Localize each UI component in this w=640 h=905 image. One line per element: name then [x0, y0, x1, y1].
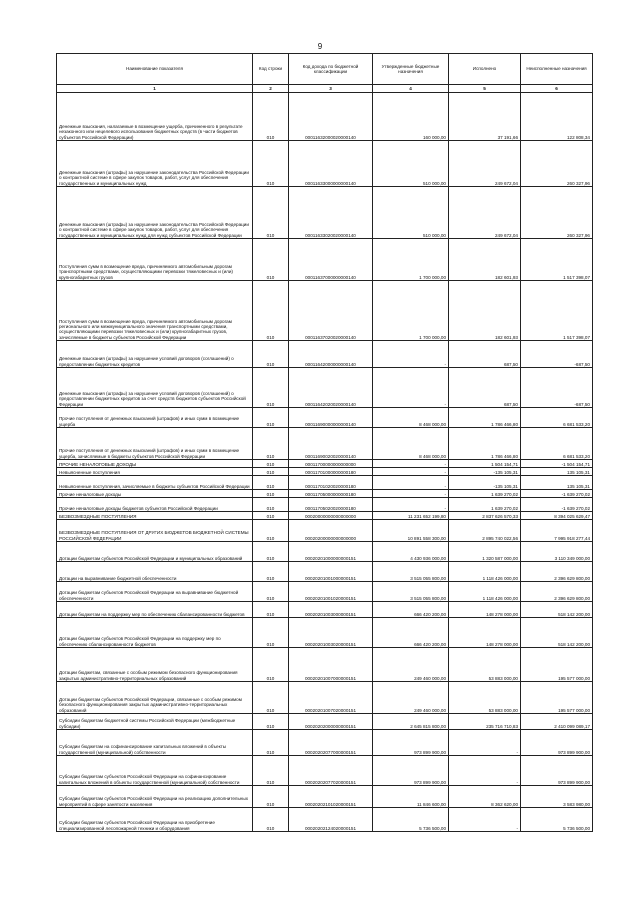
table-row: [57, 602, 593, 618]
row-line-code: 010: [253, 498, 289, 512]
row-executed: 182 601,93: [449, 239, 521, 281]
row-name: Дотации бюджетам субъектов Российской Федерации, связанные с особым режимом безопасного функционирования закрытых административно-территориальных образований: [57, 682, 253, 714]
row-budget-code: 00011701020020000180: [289, 476, 373, 490]
row-budget-code: 00011633000000000140: [289, 141, 373, 187]
row-unexecuted: 973 899 900,00: [521, 730, 593, 756]
row-budget-code: 00011633020020000140: [289, 187, 373, 239]
table-row: [57, 476, 593, 490]
row-executed: 2 837 626 570,33: [449, 512, 521, 520]
row-name: Поступления сумм в возмещение вреда, причиняемого автомобильным дорогам регионального или межмуниципального значения транспортными средствами, осуществляющими перевозки тяжеловесных и (или) крупногабаритных грузов, зачисляемые в бюджеты субъектов Российской Федерации: [57, 281, 253, 341]
column-number-row: [57, 85, 593, 93]
row-budget-code: 00011705000000000180: [289, 490, 373, 498]
row-line-code: 010: [253, 476, 289, 490]
row-approved: 160 000,00: [373, 93, 449, 141]
table-row: [57, 582, 593, 602]
row-unexecuted: 135 105,31: [521, 476, 593, 490]
row-unexecuted: -687,50: [521, 341, 593, 368]
row-name: Прочие поступления от денежных взысканий (штрафов) и иных сумм в возмещение ущерба: [57, 408, 253, 428]
row-executed: 249 672,04: [449, 187, 521, 239]
row-budget-code: 00020200000000000000: [289, 520, 373, 542]
table-row: [57, 341, 593, 368]
row-unexecuted: 518 142 200,00: [521, 602, 593, 618]
row-line-code: 010: [253, 520, 289, 542]
header-row: [57, 54, 593, 85]
table-row: [57, 682, 593, 714]
row-approved: 8 468 000,00: [373, 428, 449, 460]
column-number: 4: [373, 85, 449, 93]
row-executed: 1 504 154,71: [449, 460, 521, 468]
row-executed: 687,50: [449, 368, 521, 408]
header-indicator-name: Наименование показателя: [57, 54, 253, 85]
row-name: Денежные взыскания (штрафы) за нарушение условий договоров (соглашений) о предоставлении бюджетных кредитов за счет средств бюджетов субъектов Российской Федерации: [57, 368, 253, 408]
row-budget-code: 00020201001020000151: [289, 582, 373, 602]
row-unexecuted: 973 899 900,00: [521, 756, 593, 786]
row-executed: -135 105,31: [449, 468, 521, 476]
row-budget-code: 00011705020020000180: [289, 498, 373, 512]
row-unexecuted: 3 110 349 000,00: [521, 542, 593, 562]
row-approved: 973 899 900,00: [373, 756, 449, 786]
row-unexecuted: 195 577 000,00: [521, 682, 593, 714]
row-name: Дотации на выравнивание бюджетной обеспеченности: [57, 562, 253, 582]
row-name: БЕЗВОЗМЕЗДНЫЕ ПОСТУПЛЕНИЯ ОТ ДРУГИХ БЮДЖЕТОВ БЮДЖЕТНОЙ СИСТЕМЫ РОССИЙСКОЙ ФЕДЕРАЦИИ: [57, 520, 253, 542]
row-executed: -: [449, 808, 521, 832]
header-executed: Исполнено: [449, 54, 521, 85]
row-executed: 1 118 426 000,00: [449, 562, 521, 582]
row-executed: 1 639 270,02: [449, 498, 521, 512]
row-name: Поступления сумм в возмещение вреда, причиняемого автомобильным дорогам транспортными средствами, осуществляющими перевозки тяжеловесных и (или) крупногабаритных грузов: [57, 239, 253, 281]
row-approved: 249 460 000,00: [373, 648, 449, 682]
row-approved: -: [373, 476, 449, 490]
row-name: Прочие неналоговые доходы бюджетов субъектов Российской Федерации: [57, 498, 253, 512]
row-name: Дотации бюджетам, связанные с особым режимом безопасного функционирования закрытых административно-территориальных образований: [57, 648, 253, 682]
row-approved: 1 700 000,00: [373, 281, 449, 341]
row-budget-code: 00020201007000000151: [289, 648, 373, 682]
table-row: [57, 786, 593, 808]
row-unexecuted: 3 583 980,00: [521, 786, 593, 808]
row-approved: -: [373, 460, 449, 468]
row-line-code: 010: [253, 582, 289, 602]
row-approved: 1 700 000,00: [373, 239, 449, 281]
row-line-code: 010: [253, 602, 289, 618]
row-name: Денежные взыскания, налагаемые в возмещение ущерба, причиненного в результате незаконного или нецелевого использования бюджетных средств (в части бюджетов субъектов Российской Федерации): [57, 93, 253, 141]
row-executed: 37 191,66: [449, 93, 521, 141]
row-executed: 687,50: [449, 341, 521, 368]
column-number: 5: [449, 85, 521, 93]
row-executed: 249 672,04: [449, 141, 521, 187]
income-report-table: [56, 53, 593, 832]
row-executed: -135 105,31: [449, 476, 521, 490]
row-unexecuted: 2 396 629 800,00: [521, 562, 593, 582]
table-row: [57, 239, 593, 281]
table-row: [57, 141, 593, 187]
row-unexecuted: 2 410 099 089,17: [521, 714, 593, 730]
header-approved: Утвержденные бюджетные назначения: [373, 54, 449, 85]
row-budget-code: 00020201003020000151: [289, 618, 373, 648]
table-row: [57, 618, 593, 648]
header-budget-code: Код дохода по бюджетной классификации: [289, 54, 373, 85]
column-number: 6: [521, 85, 593, 93]
row-unexecuted: 1 517 398,07: [521, 281, 593, 341]
row-unexecuted: 135 105,31: [521, 468, 593, 476]
row-line-code: 010: [253, 408, 289, 428]
row-budget-code: 00011690020020000140: [289, 428, 373, 460]
row-line-code: 010: [253, 562, 289, 582]
row-name: Дотации бюджетам на поддержку мер по обеспечению сбалансированности бюджетов: [57, 602, 253, 618]
table-row: [57, 460, 593, 468]
row-approved: 3 515 055 800,00: [373, 562, 449, 582]
row-name: Субсидии бюджетам субъектов Российской Федерации на реализацию дополнительных мероприятий в сфере занятости населения: [57, 786, 253, 808]
row-budget-code: 00011642000000000140: [289, 341, 373, 368]
row-approved: 5 736 500,00: [373, 808, 449, 832]
row-approved: -: [373, 468, 449, 476]
row-line-code: 010: [253, 786, 289, 808]
page-number: 9: [317, 42, 323, 51]
row-name: ПРОЧИЕ НЕНАЛОГОВЫЕ ДОХОДЫ: [57, 460, 253, 468]
row-budget-code: 00020202077000000151: [289, 730, 373, 756]
table-row: [57, 512, 593, 520]
row-unexecuted: 518 142 200,00: [521, 618, 593, 648]
row-name: Субсидии бюджетам субъектов Российской Федерации на приобретение специализированной лесопожарной техники и оборудования: [57, 808, 253, 832]
row-executed: 1 320 587 000,00: [449, 542, 521, 562]
table-row: [57, 490, 593, 498]
row-budget-code: 00020201001000000151: [289, 562, 373, 582]
table-row: [57, 756, 593, 786]
table-row: [57, 498, 593, 512]
row-approved: 249 460 000,00: [373, 682, 449, 714]
table-row: [57, 187, 593, 239]
row-line-code: 010: [253, 368, 289, 408]
row-budget-code: 00011700000000000000: [289, 460, 373, 468]
row-approved: 510 000,00: [373, 141, 449, 187]
row-line-code: 010: [253, 808, 289, 832]
row-unexecuted: 5 736 500,00: [521, 808, 593, 832]
table-row: [57, 281, 593, 341]
row-unexecuted: -1 639 270,02: [521, 498, 593, 512]
row-budget-code: 00020202124020000151: [289, 808, 373, 832]
table-row: [57, 808, 593, 832]
row-line-code: 010: [253, 281, 289, 341]
row-approved: -: [373, 368, 449, 408]
row-unexecuted: 260 327,96: [521, 187, 593, 239]
row-line-code: 010: [253, 714, 289, 730]
table-row: [57, 562, 593, 582]
row-name: Субсидии бюджетам на софинансирование капитальных вложений в объекты государственной (муниципальной) собственности: [57, 730, 253, 756]
row-unexecuted: 7 995 918 277,44: [521, 520, 593, 542]
row-budget-code: 00020201003000000151: [289, 602, 373, 618]
row-executed: 8 362 620,00: [449, 786, 521, 808]
row-approved: -: [373, 498, 449, 512]
table-row: [57, 368, 593, 408]
row-approved: 666 420 200,00: [373, 602, 449, 618]
row-unexecuted: 260 327,96: [521, 141, 593, 187]
row-budget-code: 00020202077020000151: [289, 756, 373, 786]
row-budget-code: 00020000000000000000: [289, 512, 373, 520]
row-executed: -: [449, 730, 521, 756]
row-name: Невыясненные поступления, зачисляемые в бюджеты субъектов Российской Федерации: [57, 476, 253, 490]
row-unexecuted: 122 808,34: [521, 93, 593, 141]
column-number: 2: [253, 85, 289, 93]
table-row: [57, 93, 593, 141]
header-line-code: Код строки: [253, 54, 289, 85]
row-budget-code: 00011690000000000140: [289, 408, 373, 428]
row-approved: 10 891 558 300,00: [373, 520, 449, 542]
row-line-code: 010: [253, 341, 289, 368]
row-name: Денежные взыскания (штрафы) за нарушение законодательства Российской Федерации о контрактной системе в сфере закупок товаров, работ, услуг для обеспечения государственных и муниципальных нужд для нужд субъектов Российской Федерации: [57, 187, 253, 239]
row-executed: -: [449, 756, 521, 786]
row-line-code: 010: [253, 542, 289, 562]
row-approved: 3 515 055 800,00: [373, 582, 449, 602]
row-approved: 2 645 815 800,00: [373, 714, 449, 730]
row-budget-code: 00011637020020000140: [289, 281, 373, 341]
table-row: [57, 408, 593, 428]
row-line-code: 010: [253, 618, 289, 648]
row-name: Прочие неналоговые доходы: [57, 490, 253, 498]
row-approved: 11 231 652 199,80: [373, 512, 449, 520]
row-approved: 666 420 200,00: [373, 618, 449, 648]
row-name: Прочие поступления от денежных взысканий (штрафов) и иных сумм в возмещение ущерба, зачисляемые в бюджеты субъектов Российской Федерации: [57, 428, 253, 460]
row-approved: -: [373, 341, 449, 368]
row-unexecuted: 6 681 533,20: [521, 428, 593, 460]
table-row: [57, 468, 593, 476]
table-row: [57, 520, 593, 542]
row-budget-code: 00020202101020000151: [289, 786, 373, 808]
row-line-code: 010: [253, 187, 289, 239]
row-name: Дотации бюджетам субъектов Российской Федерации и муниципальных образований: [57, 542, 253, 562]
row-executed: 1 118 426 000,00: [449, 582, 521, 602]
row-unexecuted: 8 394 025 629,47: [521, 512, 593, 520]
row-line-code: 010: [253, 93, 289, 141]
row-name: Денежные взыскания (штрафы) за нарушение условий договоров (соглашений) о предоставлении бюджетных кредитов: [57, 341, 253, 368]
row-name: Субсидии бюджетам субъектов Российской Федерации на софинансирование капитальных вложений в объекты государственной (муниципальной) собственности: [57, 756, 253, 786]
row-budget-code: 00020202000000000151: [289, 714, 373, 730]
row-budget-code: 00020201000000000151: [289, 542, 373, 562]
row-line-code: 010: [253, 682, 289, 714]
table-row: [57, 542, 593, 562]
row-line-code: 010: [253, 468, 289, 476]
row-budget-code: 00011637000000000140: [289, 239, 373, 281]
row-executed: 1 639 270,02: [449, 490, 521, 498]
row-executed: 53 883 000,00: [449, 648, 521, 682]
row-unexecuted: 1 517 398,07: [521, 239, 593, 281]
row-budget-code: 00011632000020000140: [289, 93, 373, 141]
row-name: Денежные взыскания (штрафы) за нарушение законодательства Российской Федерации о контрактной системе в сфере закупок товаров, работ, услуг для обеспечения государственных и муниципальных нужд: [57, 141, 253, 187]
row-approved: 8 468 000,00: [373, 408, 449, 428]
row-line-code: 010: [253, 460, 289, 468]
row-line-code: 010: [253, 490, 289, 498]
table-row: [57, 714, 593, 730]
row-executed: 1 786 466,80: [449, 408, 521, 428]
row-line-code: 010: [253, 648, 289, 682]
row-approved: 510 000,00: [373, 187, 449, 239]
row-executed: 53 883 000,00: [449, 682, 521, 714]
row-approved: 973 899 900,00: [373, 730, 449, 756]
table-row: [57, 648, 593, 682]
row-line-code: 010: [253, 512, 289, 520]
row-executed: 235 716 710,83: [449, 714, 521, 730]
row-budget-code: 00011642020020000140: [289, 368, 373, 408]
row-unexecuted: -1 504 154,71: [521, 460, 593, 468]
row-line-code: 010: [253, 730, 289, 756]
row-executed: 1 786 466,80: [449, 428, 521, 460]
row-unexecuted: 6 681 533,20: [521, 408, 593, 428]
table-row: [57, 428, 593, 460]
column-number: 1: [57, 85, 253, 93]
row-line-code: 010: [253, 428, 289, 460]
row-line-code: 010: [253, 756, 289, 786]
row-unexecuted: -1 639 270,02: [521, 490, 593, 498]
row-approved: 4 430 936 000,00: [373, 542, 449, 562]
row-name: Невыясненные поступления: [57, 468, 253, 476]
row-executed: 182 601,93: [449, 281, 521, 341]
row-executed: 148 278 000,00: [449, 618, 521, 648]
row-approved: -: [373, 490, 449, 498]
row-unexecuted: 195 577 000,00: [521, 648, 593, 682]
header-unexecuted: Неисполненные назначения: [521, 54, 593, 85]
row-approved: 11 846 600,00: [373, 786, 449, 808]
row-line-code: 010: [253, 239, 289, 281]
row-unexecuted: -687,50: [521, 368, 593, 408]
table-row: [57, 730, 593, 756]
row-name: Дотации бюджетам субъектов Российской Федерации на выравнивание бюджетной обеспеченности: [57, 582, 253, 602]
row-line-code: 010: [253, 141, 289, 187]
row-executed: 2 895 740 022,56: [449, 520, 521, 542]
row-name: БЕЗВОЗМЕЗДНЫЕ ПОСТУПЛЕНИЯ: [57, 512, 253, 520]
row-name: Субсидии бюджетам бюджетной системы Российской Федерации (межбюджетные субсидии): [57, 714, 253, 730]
row-executed: 148 278 000,00: [449, 602, 521, 618]
row-name: Дотации бюджетам субъектов Российской Федерации на поддержку мер по обеспечению сбалансированности бюджетов: [57, 618, 253, 648]
row-budget-code: 00011701000000000180: [289, 468, 373, 476]
column-number: 3: [289, 85, 373, 93]
row-budget-code: 00020201007020000151: [289, 682, 373, 714]
row-unexecuted: 2 396 629 800,00: [521, 582, 593, 602]
